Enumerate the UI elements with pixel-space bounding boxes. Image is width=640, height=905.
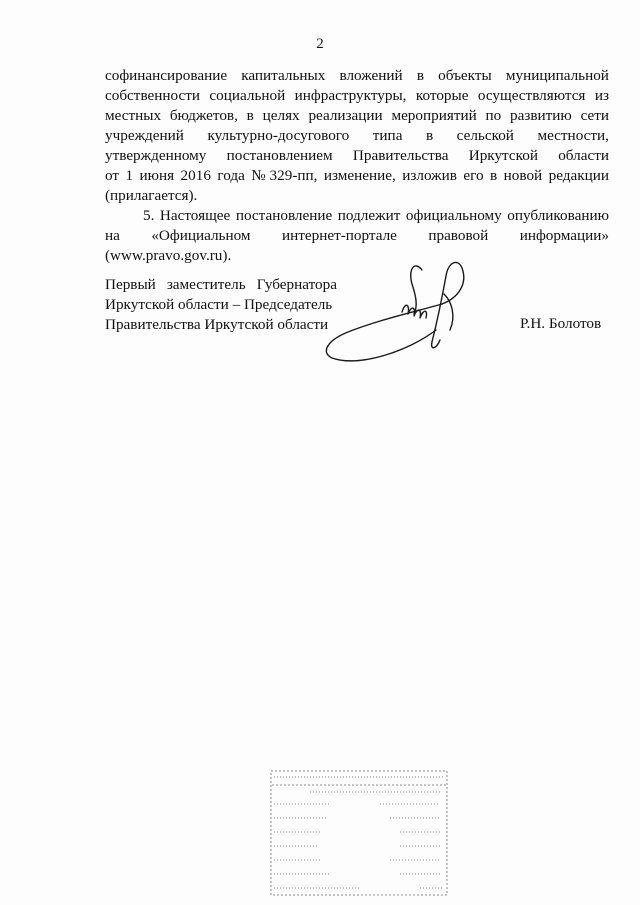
text-line bbox=[105, 226, 609, 246]
word: официальному bbox=[405, 207, 502, 224]
word: из bbox=[594, 87, 609, 104]
word: местных bbox=[105, 107, 162, 124]
word: «Официальном bbox=[151, 227, 251, 244]
registration-stamp bbox=[270, 770, 448, 896]
word: развитию bbox=[510, 107, 572, 124]
text-line bbox=[105, 166, 609, 186]
word: интернет-портале bbox=[281, 227, 397, 244]
word: утвержденному bbox=[105, 147, 207, 164]
page-number: 2 bbox=[316, 36, 324, 52]
word: типа bbox=[372, 127, 403, 144]
word: объекты bbox=[438, 67, 492, 84]
word: реализации bbox=[308, 107, 383, 124]
text-line bbox=[105, 86, 609, 106]
word: Правительства bbox=[352, 147, 449, 164]
word: по bbox=[485, 107, 502, 124]
signatory-name: Р.Н. Болотов bbox=[520, 315, 602, 332]
word: на bbox=[105, 227, 120, 244]
word: 1 bbox=[125, 167, 134, 184]
word: новой bbox=[503, 167, 543, 184]
word: заместитель bbox=[166, 276, 246, 293]
word: учреждений bbox=[105, 127, 184, 144]
word: (прилагается). bbox=[105, 187, 198, 204]
word: изменение, bbox=[323, 167, 396, 184]
text-line bbox=[105, 186, 609, 206]
word: капитальных bbox=[241, 67, 326, 84]
word: опубликованию bbox=[507, 207, 609, 224]
text-line bbox=[105, 66, 609, 86]
document-body bbox=[105, 66, 609, 266]
word: местности, bbox=[537, 127, 609, 144]
word: его bbox=[463, 167, 484, 184]
word: 2016 bbox=[180, 167, 211, 184]
word: изложив bbox=[402, 167, 457, 184]
position-line: Иркутской области – Председатель bbox=[105, 296, 333, 313]
text-line bbox=[105, 206, 609, 226]
word: № 329-пп, bbox=[251, 167, 318, 184]
word: целях bbox=[262, 107, 300, 124]
word: софинансирование bbox=[105, 67, 228, 84]
word: сети bbox=[580, 107, 609, 124]
word: муниципальной bbox=[505, 67, 609, 84]
word: в bbox=[416, 67, 424, 84]
word: инфраструктуры, bbox=[294, 87, 407, 104]
word: области bbox=[558, 147, 609, 164]
word: постановление bbox=[235, 207, 333, 224]
word: осуществляются bbox=[477, 87, 586, 104]
word: информации» bbox=[519, 227, 609, 244]
word: мероприятий bbox=[391, 107, 477, 124]
word: Первый bbox=[105, 276, 156, 293]
word: сельской bbox=[456, 127, 514, 144]
position-line: Правительства Иркутской области bbox=[105, 316, 329, 333]
text-line bbox=[105, 146, 609, 166]
word: 5. bbox=[143, 207, 155, 224]
word: бюджетов, bbox=[169, 107, 238, 124]
word: подлежит bbox=[337, 207, 401, 224]
word: в bbox=[425, 127, 434, 144]
word: Иркутской bbox=[468, 147, 538, 164]
word: в bbox=[490, 167, 498, 184]
position-line bbox=[105, 275, 337, 295]
word: правовой bbox=[428, 227, 489, 244]
word: собственности bbox=[105, 87, 200, 104]
word: вложений bbox=[339, 67, 403, 84]
word: от bbox=[105, 167, 120, 184]
word: в bbox=[246, 107, 254, 124]
text-line bbox=[105, 106, 609, 126]
word: Настоящее bbox=[159, 207, 231, 224]
word: культурно-досугового bbox=[207, 127, 350, 144]
word: постановлением bbox=[226, 147, 333, 164]
word: социальной bbox=[209, 87, 286, 104]
word: июня bbox=[139, 167, 175, 184]
word: (www.pravo.gov.ru). bbox=[105, 247, 232, 264]
word: редакции bbox=[548, 167, 609, 184]
text-line bbox=[105, 126, 609, 146]
word: которые bbox=[415, 87, 469, 104]
word: года bbox=[217, 167, 245, 184]
handwritten-signature bbox=[318, 254, 478, 372]
word: Губернатора bbox=[256, 276, 337, 293]
